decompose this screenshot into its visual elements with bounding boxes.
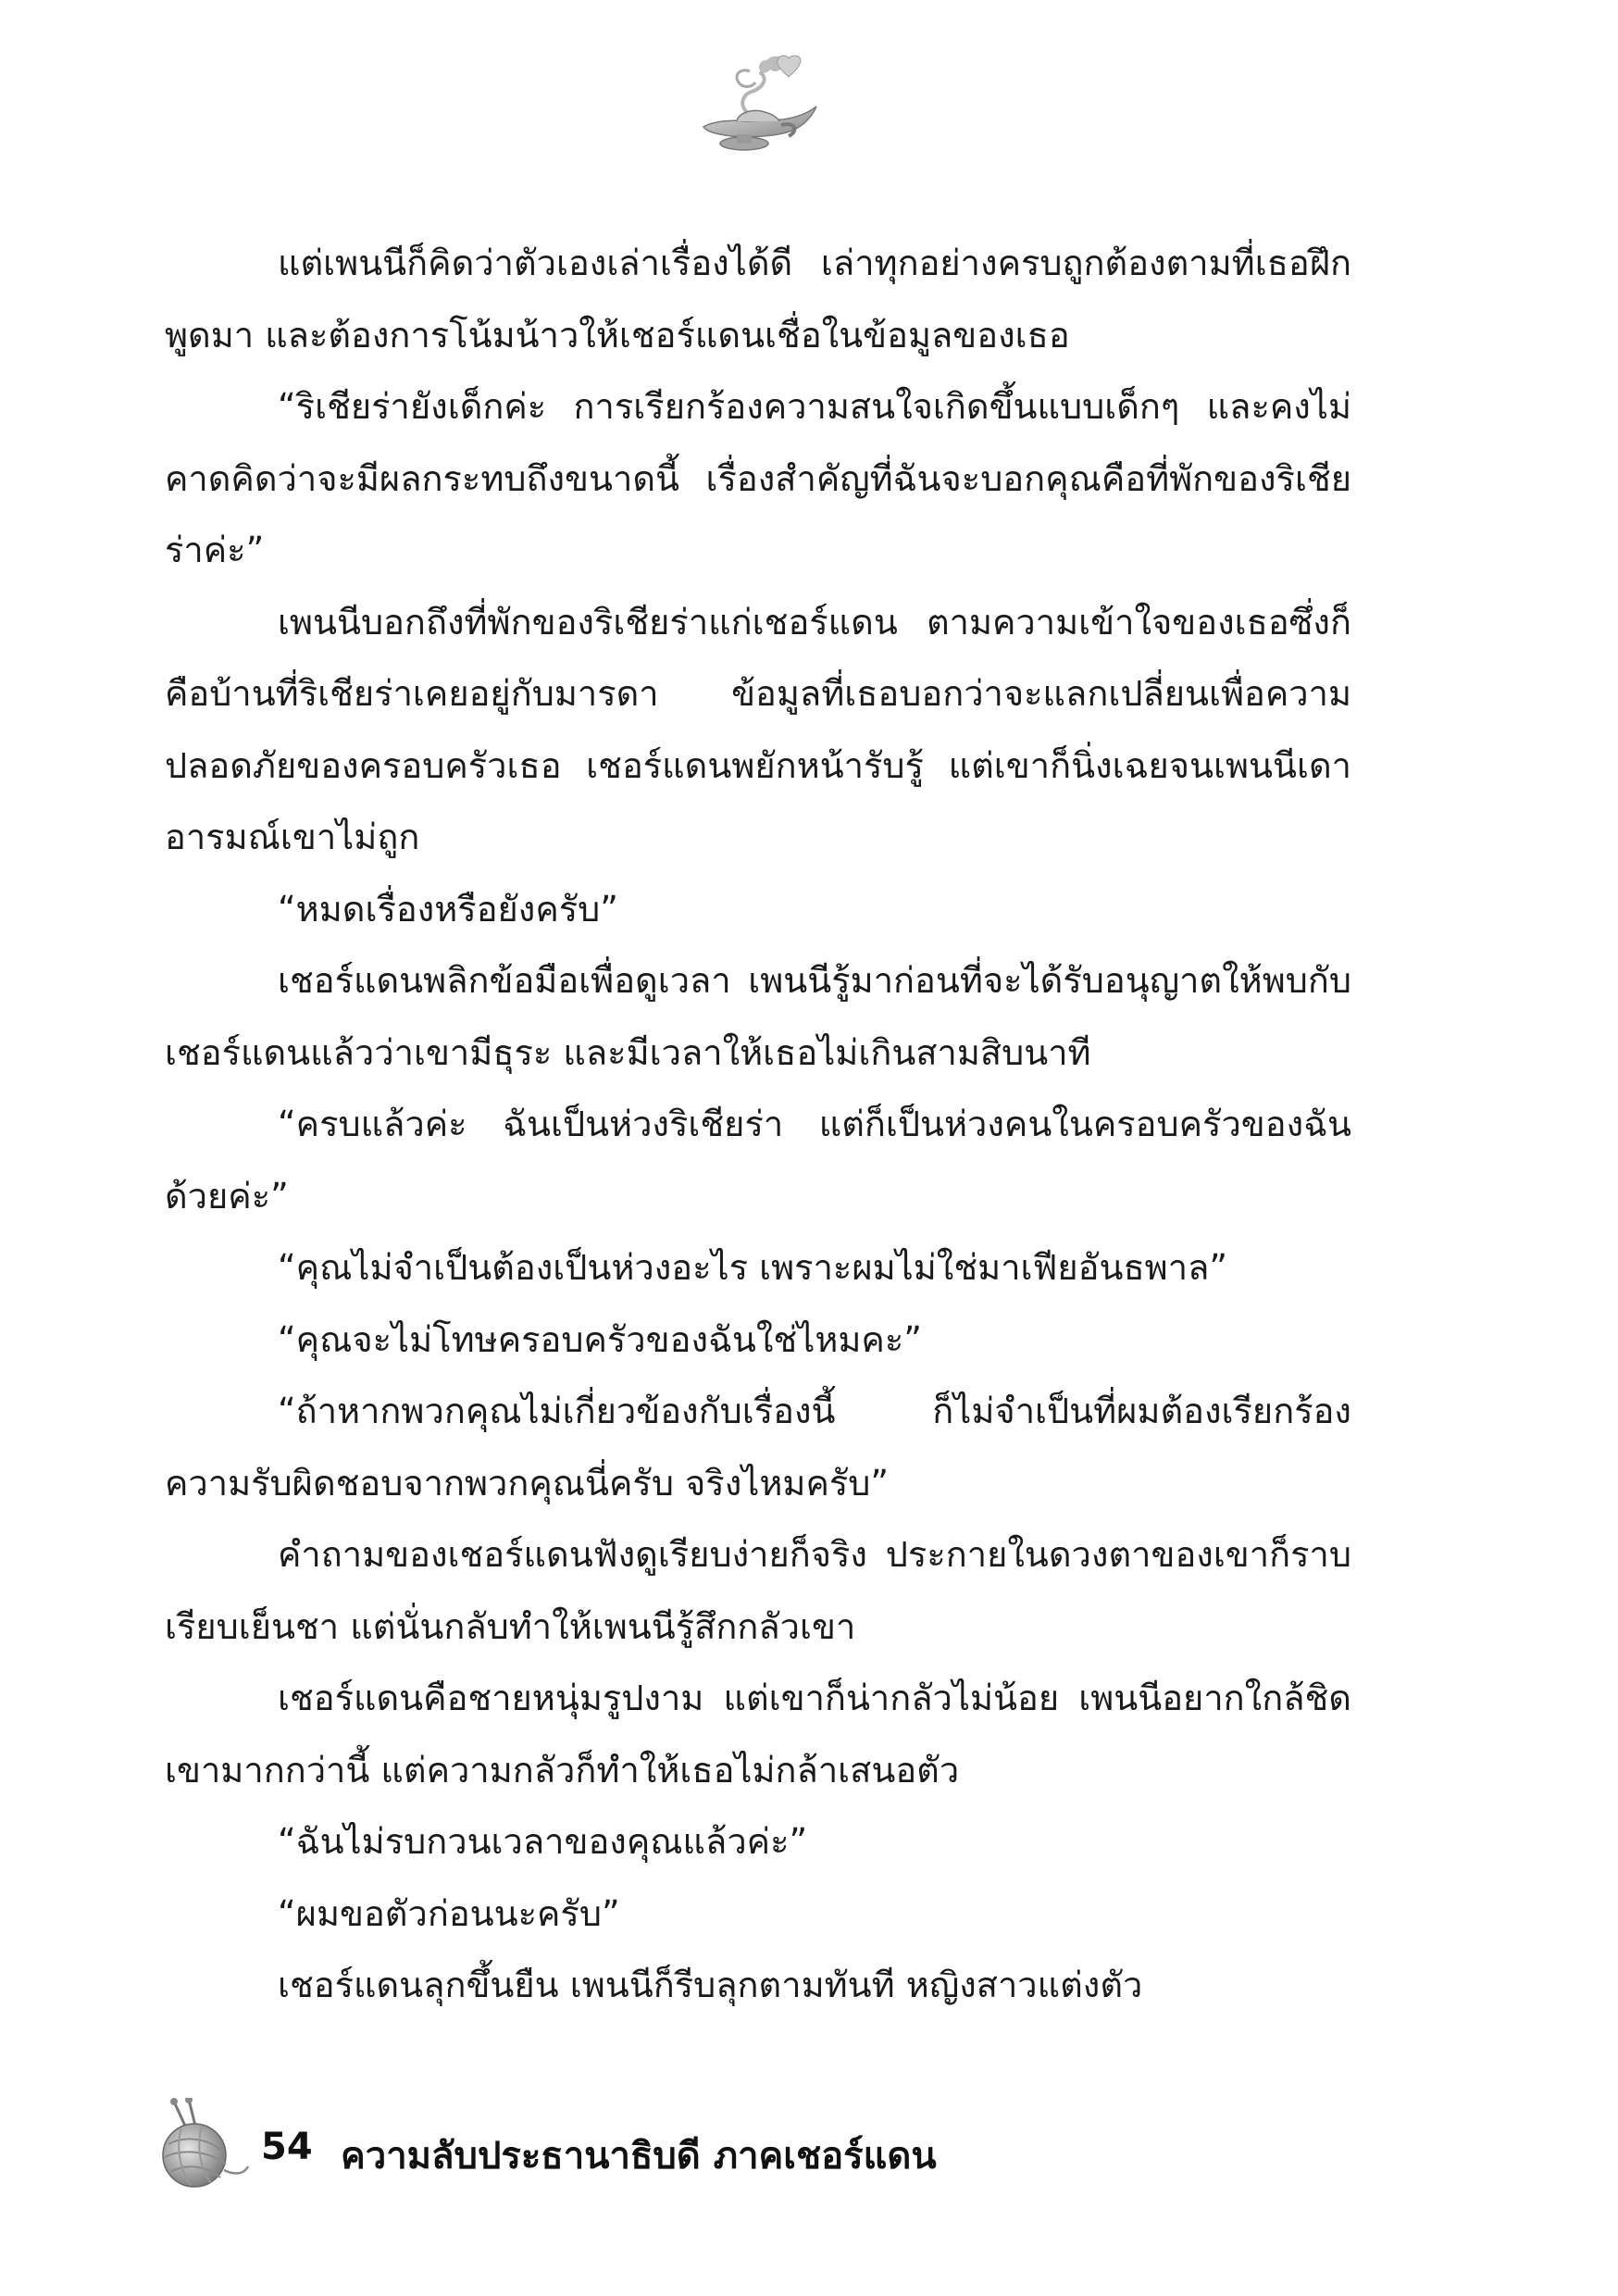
book-title: ความลับประธานาธิบดี ภาคเชอร์แดน (341, 2135, 937, 2177)
page-number: 54 (261, 2126, 313, 2168)
paragraph: แต่เพนนีก็คิดว่าตัวเองเล่าเรื่องได้ดี เล่าทุกอย่างครบถูกต้องตามที่เธอฝึกพูดมา และต้องการโน้มน้าวให้เชอร์แดนเชื่อในข้อมูลของเธอ (165, 243, 1351, 356)
paragraph: “คุณไม่จำเป็นต้องเป็นห่วงอะไร เพราะผมไม่ใช่มาเฟียอันธพาล” (278, 1247, 1228, 1288)
paragraph: “ผมขอตัวก่อนนะครับ” (278, 1892, 620, 1934)
paragraph: “หมดเรื่องหรือยังครับ” (278, 888, 618, 930)
genie-lamp-icon (685, 51, 824, 157)
paragraph: “ครบแล้วค่ะ ฉันเป็นห่วงริเชียร่า แต่ก็เป็นห่วงคนในครอบครัวของฉันด้วยค่ะ” (165, 1104, 1351, 1217)
body-text (165, 228, 1351, 2022)
paragraph: เชอร์แดนพลิกข้อมือเพื่อดูเวลา เพนนีรู้มาก่อนที่จะได้รับอนุญาตให้พบกับเชอร์แดนแล้วว่าเขามีธุระ และมีเวลาให้เธอไม่เกินสามสิบนาที (165, 960, 1351, 1073)
yarn-ball-icon (148, 2098, 250, 2190)
paragraph: “ฉันไม่รบกวนเวลาของคุณแล้วค่ะ” (278, 1821, 808, 1862)
paragraph: “ริเชียร่ายังเด็กค่ะ การเรียกร้องความสนใจเกิดขึ้นแบบเด็กๆ และคงไม่คาดคิดว่าจะมีผลกระทบถึงขนาดนี้ เรื่องสำคัญที่ฉันจะบอกคุณคือที่พักของริเชียร่าค่ะ” (165, 386, 1351, 570)
page-footer (148, 2098, 1351, 2190)
paragraph: คำถามของเชอร์แดนฟังดูเรียบง่ายก็จริง ประกายในดวงตาของเขาก็ราบเรียบเย็นชา แต่นั่นกลับทำให้เพนนีรู้สึกกลัวเขา (165, 1534, 1351, 1647)
paragraph: “คุณจะไม่โทษครอบครัวของฉันใช่ไหมคะ” (278, 1318, 922, 1360)
paragraph: เชอร์แดนคือชายหนุ่มรูปงาม แต่เขาก็น่ากลัวไม่น้อย เพนนีอยากใกล้ชิดเขามากกว่านี้ แต่ความกลัวก็ทำให้เธอไม่กล้าเสนอตัว (165, 1678, 1351, 1791)
paragraph: “ถ้าหากพวกคุณไม่เกี่ยวข้องกับเรื่องนี้ ก็ไม่จำเป็นที่ผมต้องเรียกร้องความรับผิดชอบจากพวกคุณนี่ครับ จริงไหมครับ” (165, 1391, 1351, 1504)
paragraph: เชอร์แดนลุกขึ้นยืน เพนนีก็รีบลุกตามทันที หญิงสาวแต่งตัว (278, 1965, 1143, 2005)
paragraph: เพนนีบอกถึงที่พักของริเชียร่าแก่เชอร์แดน ตามความเข้าใจของเธอซึ่งก็คือบ้านที่ริเชียร่าเคยอยู่กับมารดา ข้อมูลที่เธอบอกว่าจะแลกเปลี่ยนเพื่อความปลอดภัยของครอบครัวเธอ เชอร์แดนพยักหน้ารับรู้ แต่เขาก็นิ่งเฉยจนเพนนีเดาอารมณ์เขาไม่ถูก (165, 601, 1351, 857)
